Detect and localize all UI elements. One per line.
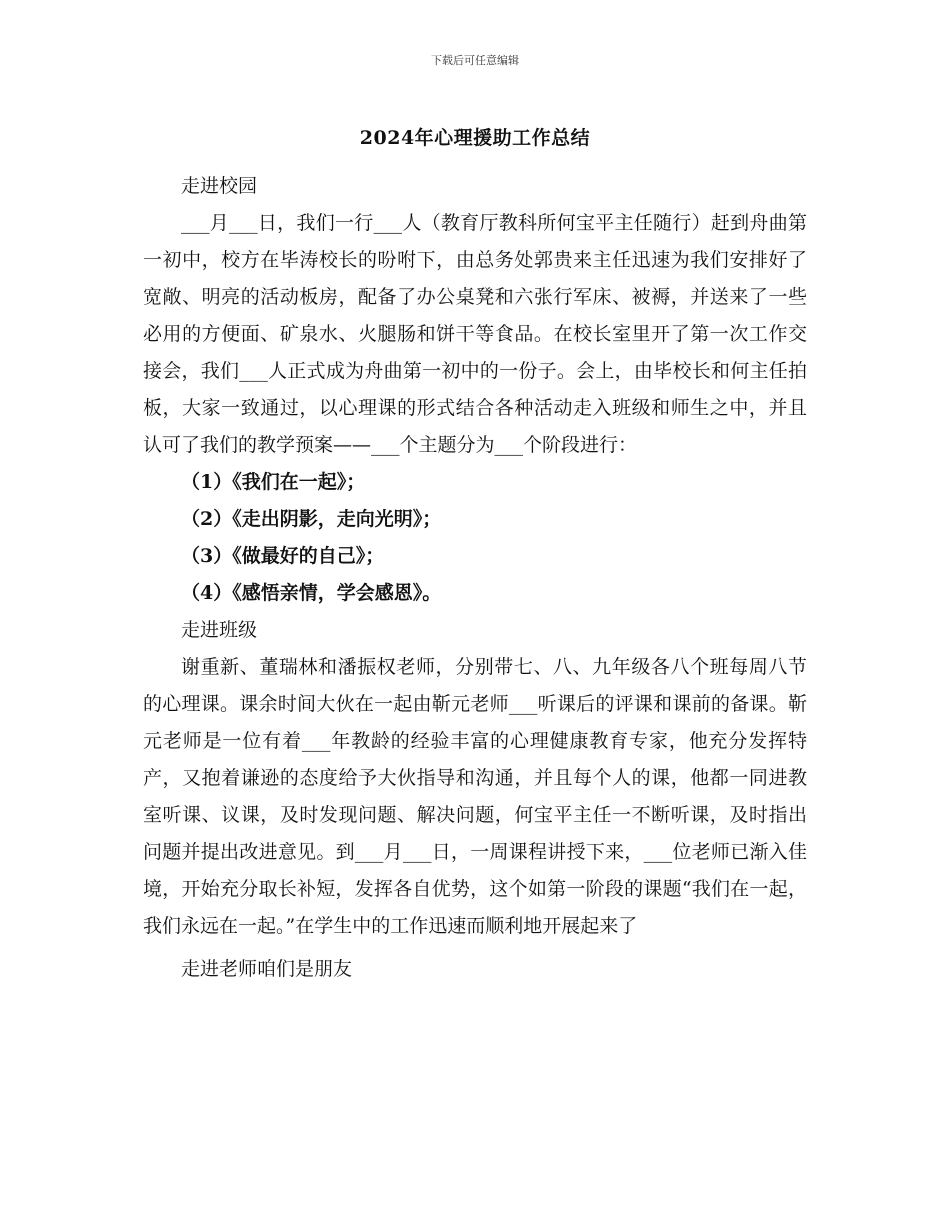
list-item-1: （1）《我们在一起》；: [181, 471, 366, 493]
section-heading-class: 走进班级: [181, 619, 258, 641]
section-heading-teachers: 走进老师咱们是朋友: [181, 958, 353, 980]
paragraph-campus: ___月___日，我们一行___人（教育厅教科所何宝平主任随行）赶到舟曲第一初中，校方在毕涛校长的吩咐下，由总务处郭贵来主任迅速为我们安排好了宽敞、明亮的活动板房，配备了办公桌凳和六张行军床、被褥，并送来了一些必用的方便面、矿泉水、火腿肠和饼干等食品。在校长室里开了第一次工作交接会，我们___人正式成为舟曲第一初中的一份子。会上，由毕校长和何主任拍板，大家一致通过，以心理课的形式结合各种活动走入班级和师生之中，并且认可了我们的教学预案——___个主题分为___个阶段进行：: [143, 212, 807, 456]
page-header-note: 下载后可任意编辑: [431, 54, 519, 67]
document-title: 2024年心理援助工作总结: [359, 127, 591, 149]
paragraph-class: 谢重新、董瑞林和潘振权老师，分别带七、八、九年级各八个班每周八节的心理课。课余时间大伙在一起由靳元老师___听课后的评课和课前的备课。靳元老师是一位有着___年教龄的经验丰富的心理健康教育专家，他充分发挥特产，又抱着谦逊的态度给予大伙指导和沟通，并且每个人的课，他都一同进教室听课、议课，及时发现问题、解决问题，何宝平主任一不断听课，及时指出问题并提出改进意见。到___月___日，一周课程讲授下来，___位老师已渐入佳境，开始充分取长补短，发挥各自优势，这个如第一阶段的课题“我们在一起，我们永远在一起。”在学生中的工作迅速而顺利地开展起来了: [143, 656, 807, 937]
list-item-2: （2）《走出阴影，走向光明》；: [181, 508, 442, 530]
list-item-3: （3）《做最好的自己》；: [181, 545, 385, 567]
section-heading-campus: 走进校园: [181, 175, 258, 197]
list-item-4: （4）《感悟亲情，学会感恩》。: [181, 582, 442, 604]
document-body: [143, 168, 807, 988]
